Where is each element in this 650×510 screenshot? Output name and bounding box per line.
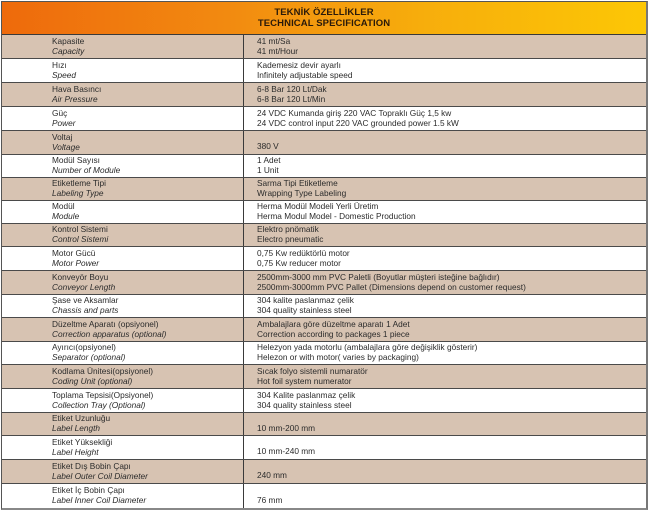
spec-table	[1, 1, 648, 510]
spec-label-tr: Etiket Dış Bobin Çapı	[52, 460, 131, 471]
spec-value-cell	[244, 389, 646, 412]
spec-value-cell	[244, 247, 646, 270]
spec-value-cell	[244, 59, 646, 82]
spec-label-en: Module	[52, 211, 80, 221]
spec-label-tr: Toplama Tepsisi(Opsiyonel)	[52, 389, 154, 400]
spec-label-cell	[2, 131, 244, 154]
spec-value: 76 mm	[257, 494, 283, 505]
spec-value-en: Correction according to packages 1 piece	[257, 328, 410, 339]
spec-label-cell	[2, 436, 244, 459]
spec-label-en: Labeling Type	[52, 188, 104, 198]
spec-value-en: 2500mm-3000mm PVC Pallet (Dimensions depend on customer request)	[257, 281, 526, 292]
spec-label-en: Correction apparatus (optional)	[52, 328, 167, 339]
spec-label-cell	[2, 484, 244, 508]
spec-value-cell	[244, 413, 646, 435]
spec-label-tr: Düzeltme Aparatı (opsiyonel)	[52, 318, 159, 329]
spec-label-cell	[2, 389, 244, 412]
spec-value-en: 1 Unit	[257, 165, 279, 175]
spec-label-en: Speed	[52, 69, 76, 80]
spec-value-cell	[244, 83, 646, 106]
spec-row	[2, 460, 646, 484]
spec-value-tr: Sıcak folyo sistemli numaratör	[257, 365, 368, 376]
spec-row	[2, 107, 646, 131]
spec-label-en: Voltage	[52, 141, 80, 152]
spec-label-tr: Kapasite	[52, 35, 85, 46]
spec-value-en: 6-8 Bar 120 Lt/Min	[257, 93, 326, 104]
spec-value-cell	[244, 342, 646, 364]
spec-label-tr: Etiketleme Tipi	[52, 178, 106, 189]
spec-value-cell	[244, 178, 646, 200]
spec-label-cell	[2, 107, 244, 130]
spec-label-en: Conveyor Length	[52, 281, 116, 292]
spec-label-tr: Şase ve Aksamlar	[52, 295, 119, 306]
spec-label-cell	[2, 201, 244, 223]
spec-row	[2, 83, 646, 107]
spec-label-tr: Motor Gücü	[52, 247, 96, 258]
spec-label-en: Label Height	[52, 446, 99, 457]
spec-label-cell	[2, 295, 244, 317]
spec-row	[2, 178, 646, 201]
spec-rows	[2, 35, 646, 508]
spec-value-tr: 1 Adet	[257, 155, 281, 166]
spec-label-en: Separator (optional)	[52, 352, 126, 362]
spec-row	[2, 131, 646, 155]
spec-label-cell	[2, 247, 244, 270]
spec-label-en: Power	[52, 117, 76, 128]
spec-label-cell	[2, 318, 244, 341]
spec-row	[2, 389, 646, 413]
spec-value-cell	[244, 484, 646, 508]
spec-label-en: Control Sistemi	[52, 234, 109, 244]
spec-label-tr: Hızı	[52, 59, 67, 70]
spec-row	[2, 59, 646, 83]
spec-label-cell	[2, 59, 244, 82]
spec-label-tr: Voltaj	[52, 131, 73, 142]
spec-value-tr: 0,75 Kw redüktörlü motor	[257, 247, 350, 258]
spec-row	[2, 201, 646, 224]
spec-label-en: Label Inner Coil Diameter	[52, 495, 147, 505]
spec-value-cell	[244, 155, 646, 177]
spec-value-en: Infinitely adjustable speed	[257, 69, 353, 80]
spec-value: 10 mm-240 mm	[257, 446, 316, 457]
spec-label-en: Chassis and parts	[52, 305, 119, 315]
spec-value-en: 304 quality stainless steel	[257, 305, 352, 315]
spec-label-cell	[2, 342, 244, 364]
spec-value-cell	[244, 460, 646, 483]
spec-label-cell	[2, 155, 244, 177]
spec-label-tr: Etiket Yüksekliği	[52, 436, 113, 447]
spec-value-tr: 2500mm-3000 mm PVC Paletli (Boyutlar müşteri isteğine bağlıdır)	[257, 271, 500, 282]
spec-value-tr: 304 Kalite paslanmaz çelik	[257, 389, 356, 400]
spec-value-en: 0,75 Kw reducer motor	[257, 257, 341, 268]
spec-value-en: 41 mt/Hour	[257, 45, 299, 56]
spec-label-en: Motor Power	[52, 257, 100, 268]
spec-value-tr: Helezyon yada motorlu (ambalajlara göre değişiklik gösterir)	[257, 342, 478, 353]
spec-row	[2, 295, 646, 318]
spec-value-cell	[244, 271, 646, 294]
spec-row	[2, 436, 646, 460]
spec-label-cell	[2, 178, 244, 200]
spec-row	[2, 247, 646, 271]
spec-value-cell	[244, 436, 646, 459]
spec-row	[2, 365, 646, 389]
spec-row	[2, 484, 646, 508]
spec-value-en: 304 quality stainless steel	[257, 399, 352, 410]
spec-row	[2, 155, 646, 178]
spec-label-en: Label Length	[52, 423, 100, 433]
spec-value-en: Helezon or with motor( varies by packaging)	[257, 352, 419, 362]
spec-label-tr: Kontrol Sistemi	[52, 224, 108, 235]
spec-label-en: Number of Module	[52, 165, 121, 175]
spec-label-tr: Kodlama Ünitesi(opsiyonel)	[52, 365, 153, 376]
spec-row	[2, 342, 646, 365]
spec-value-cell	[244, 35, 646, 58]
spec-value-en: Herma Modul Model - Domestic Production	[257, 211, 416, 221]
spec-value-tr: 24 VDC Kumanda giriş 220 VAC Topraklı Güç 1,5 kw	[257, 107, 452, 118]
spec-label-tr: Etiket İç Bobin Çapı	[52, 485, 125, 496]
spec-label-cell	[2, 35, 244, 58]
spec-label-tr: Güç	[52, 107, 68, 118]
spec-label-cell	[2, 460, 244, 483]
spec-value-en: Electro pneumatic	[257, 234, 324, 244]
spec-value-cell	[244, 107, 646, 130]
spec-value-cell	[244, 295, 646, 317]
spec-value-cell	[244, 365, 646, 388]
spec-value-en: 24 VDC control input 220 VAC grounded power 1.5 kW	[257, 117, 459, 128]
spec-value-cell	[244, 131, 646, 154]
spec-value-cell	[244, 318, 646, 341]
spec-label-en: Capacity	[52, 45, 85, 56]
spec-value-tr: Herma Modül Modeli Yerli Üretim	[257, 201, 379, 212]
spec-label-cell	[2, 271, 244, 294]
spec-value: 10 mm-200 mm	[257, 422, 316, 433]
spec-value-tr: 6-8 Bar 120 Lt/Dak	[257, 83, 327, 94]
table-header	[2, 2, 646, 35]
spec-value: 240 mm	[257, 470, 287, 481]
spec-row	[2, 413, 646, 436]
spec-value-tr: Ambalajlara göre düzeltme aparatı 1 Adet	[257, 318, 410, 329]
spec-label-en: Collection Tray (Optional)	[52, 399, 146, 410]
spec-value-en: Hot foil system numerator	[257, 375, 352, 386]
spec-row	[2, 271, 646, 295]
spec-label-en: Air Pressure	[52, 93, 98, 104]
spec-label-cell	[2, 413, 244, 435]
header-title-en: TECHNICAL SPECIFICATION	[257, 18, 391, 29]
spec-row	[2, 35, 646, 59]
spec-value-tr: 41 mt/Sa	[257, 35, 291, 46]
spec-label-cell	[2, 83, 244, 106]
spec-label-en: Coding Unit (optional)	[52, 375, 133, 386]
spec-label-tr: Etiket Uzunluğu	[52, 413, 111, 424]
spec-value-tr: Kademesiz devir ayarlı	[257, 59, 341, 70]
spec-label-cell	[2, 224, 244, 246]
spec-value-tr: Sarma Tipi Etiketleme	[257, 178, 338, 189]
spec-value-tr: 304 kalite paslanmaz çelik	[257, 295, 354, 306]
spec-value: 380 V	[257, 141, 279, 152]
spec-row	[2, 224, 646, 247]
spec-label-cell	[2, 365, 244, 388]
spec-value-en: Wrapping Type Labeling	[257, 188, 347, 198]
spec-value-cell	[244, 224, 646, 246]
spec-label-tr: Konveyör Boyu	[52, 271, 109, 282]
spec-value-cell	[244, 201, 646, 223]
spec-value-tr: Elektro pnömatik	[257, 224, 319, 235]
spec-label-tr: Modül	[52, 201, 75, 212]
spec-label-tr: Ayırıcı(opsiyonel)	[52, 342, 116, 353]
spec-label-tr: Hava Basıncı	[52, 83, 102, 94]
header-title-tr: TEKNİK ÖZELLİKLER	[274, 7, 374, 18]
spec-row	[2, 318, 646, 342]
spec-label-en: Label Outer Coil Diameter	[52, 470, 148, 481]
spec-label-tr: Modül Sayısı	[52, 155, 100, 166]
